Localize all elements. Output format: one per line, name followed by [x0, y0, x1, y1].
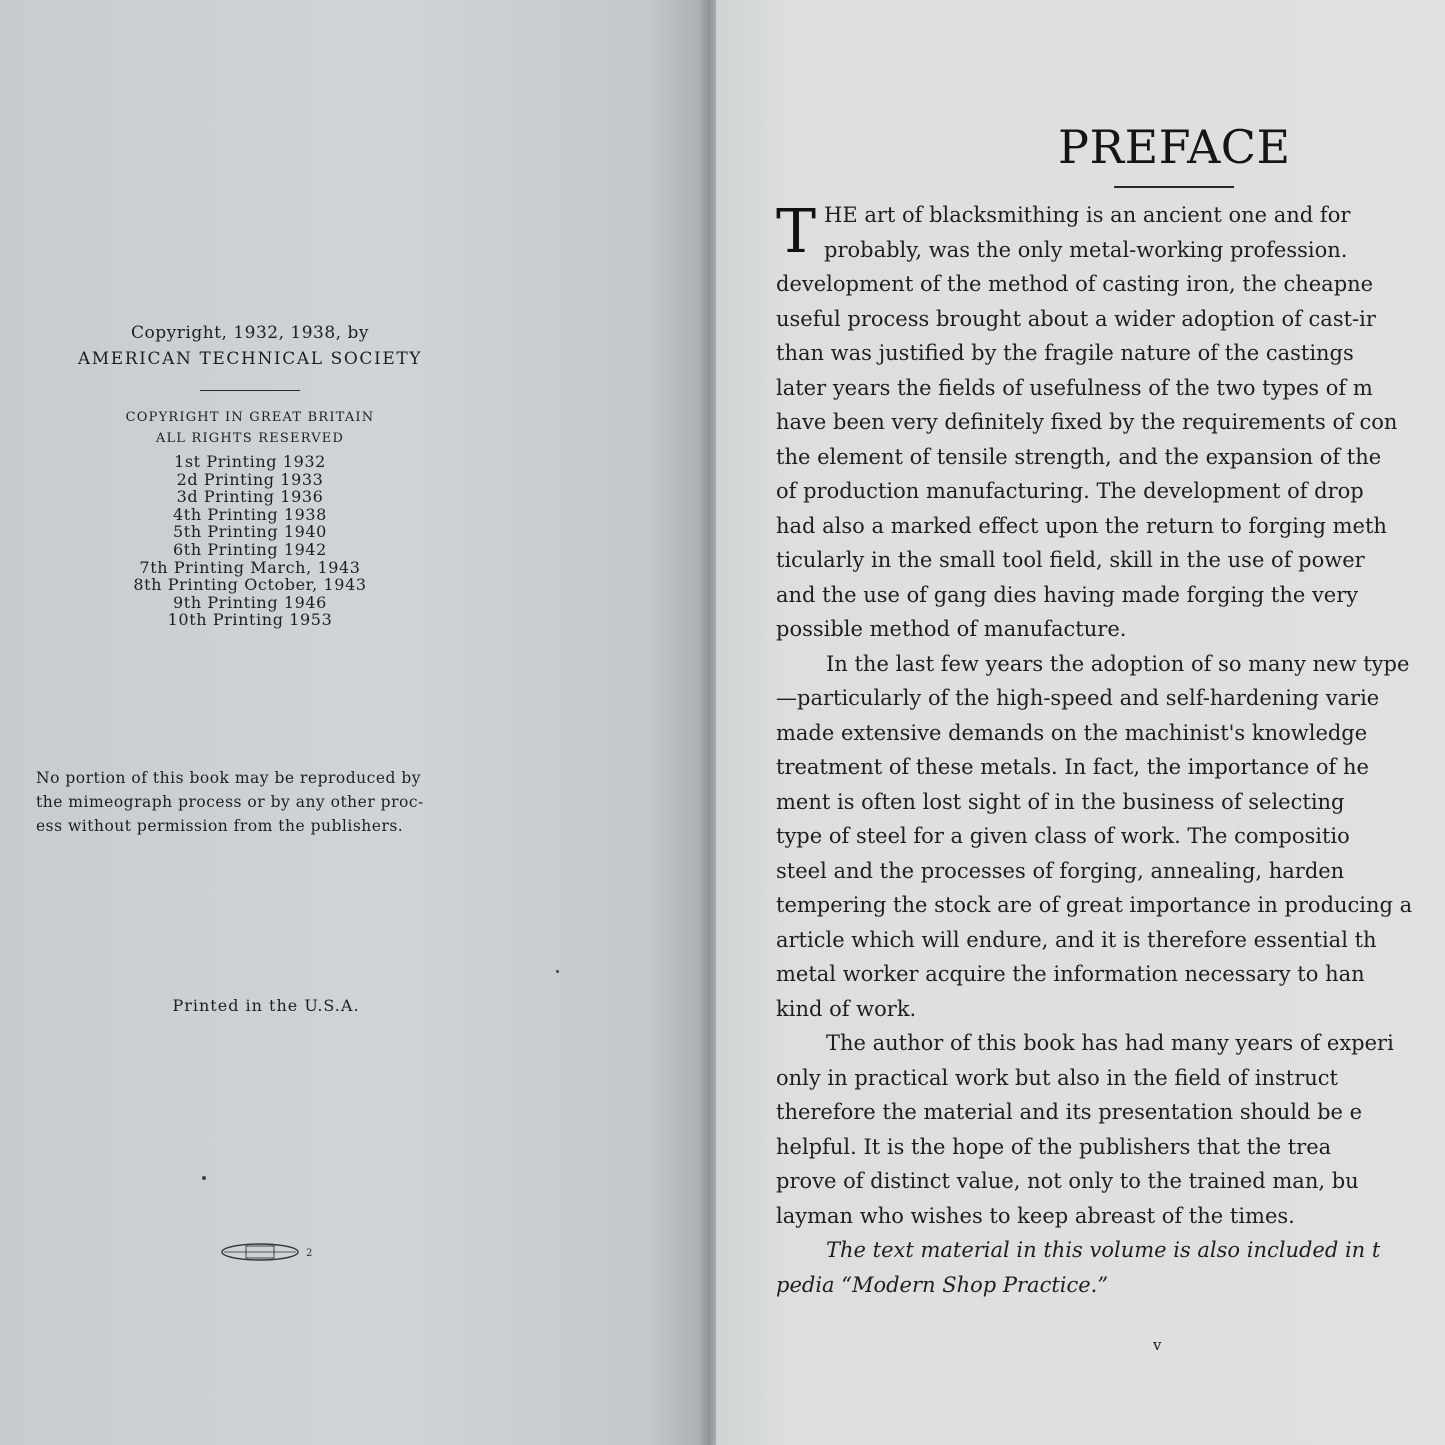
notice-line: the mimeograph process or by any other proc- — [36, 793, 424, 811]
text-line: steel and the processes of forging, annealing, harden — [776, 858, 1345, 883]
text-line: ment is often lost sight of in the business of selecting — [776, 789, 1345, 814]
text-line: useful process brought about a wider adoption of cast-ir — [776, 306, 1376, 331]
printing-entry: 3d Printing 1936 — [176, 487, 324, 507]
text-line: kind of work. — [776, 996, 917, 1021]
printing-entry: 10th Printing 1953 — [167, 610, 333, 630]
printing-entry: 4th Printing 1938 — [173, 504, 327, 524]
text-line: type of steel for a given class of work. The compositio — [776, 824, 1350, 848]
text-line: than was justified by the fragile nature of the castings — [776, 341, 1354, 365]
text-line: later years the fields of usefulness of the two types of m — [776, 375, 1373, 400]
paper-speck — [202, 1176, 206, 1180]
text-line: In the last few years the adoption of so many new type — [826, 651, 1410, 676]
text-line: article which will endure, and it is therefore essential th — [776, 927, 1377, 952]
printing-entry: 8th Printing October, 1943 — [133, 575, 367, 595]
text-line: helpful. It is the hope of the publishers that the trea — [776, 1134, 1332, 1159]
text-line: have been very definitely fixed by the requirements of con — [776, 410, 1398, 434]
text-line: probably, was the only metal-working profession. — [824, 237, 1348, 262]
text-line: tempering the stock are of great importance in producing a — [776, 893, 1413, 917]
text-line: development of the method of casting iron, the cheapne — [776, 272, 1374, 296]
text-line: layman who wishes to keep abreast of the times. — [776, 1203, 1295, 1228]
paragraph-2 — [776, 647, 1445, 1027]
text-line: therefore the material and its presentation should be e — [776, 1100, 1363, 1124]
divider — [200, 390, 300, 391]
copyright-line: Copyright, 1932, 1938, by — [131, 323, 369, 343]
preface-body — [776, 198, 1445, 1302]
printing-entry: 5th Printing 1940 — [173, 522, 327, 542]
text-line: HE art of blacksmithing is an ancient one and for — [824, 203, 1351, 227]
text-line: possible method of manufacture. — [776, 617, 1127, 641]
printing-entry: 2d Printing 1933 — [176, 469, 324, 489]
printing-entry: 1st Printing 1932 — [174, 452, 326, 471]
printing-entry: 6th Printing 1942 — [173, 539, 327, 559]
printing-entry: 9th Printing 1946 — [173, 592, 327, 612]
text-line: only in practical work but also in the field of instruct — [776, 1065, 1338, 1090]
text-line: pedia “Modern Shop Practice.” — [776, 1272, 1109, 1297]
page-number: v — [1153, 1336, 1162, 1354]
text-line: of production manufacturing. The development of drop — [776, 479, 1364, 503]
text-line: —particularly of the high-speed and self-hardening varie — [776, 686, 1380, 710]
rights-reserved: ALL RIGHTS RESERVED — [155, 431, 345, 446]
printing-history — [130, 453, 370, 629]
text-line: prove of distinct value, not only to the trained man, bu — [776, 1169, 1359, 1193]
copyright-britain: COPYRIGHT IN GREAT BRITAIN — [125, 410, 375, 425]
society-name: AMERICAN TECHNICAL SOCIETY — [77, 349, 423, 369]
page-title: PREFACE — [1058, 120, 1291, 174]
text-line: made extensive demands on the machinist's knowledge — [776, 720, 1368, 745]
paragraph-3 — [776, 1026, 1445, 1233]
union-label-mark — [210, 1242, 313, 1262]
text-line: and the use of gang dies having made forging the very — [776, 582, 1359, 607]
text-line: The text material in this volume is also included in t — [826, 1238, 1381, 1262]
paper-speck — [556, 970, 559, 973]
text-line: metal worker acquire the information necessary to han — [776, 962, 1365, 986]
copyright-block — [60, 320, 440, 629]
left-page — [0, 0, 706, 1445]
paragraph-1 — [776, 198, 1445, 647]
svg-text:2: 2 — [306, 1248, 313, 1259]
notice-line: No portion of this book may be reproduced by — [36, 769, 422, 787]
notice-line: ess without permission from the publishers. — [36, 817, 404, 835]
reproduction-notice — [36, 766, 482, 838]
text-line: The author of this book has had many years of experi — [826, 1031, 1394, 1055]
paragraph-4 — [776, 1233, 1445, 1302]
title-divider — [1114, 186, 1234, 188]
text-line: had also a marked effect upon the return to forging meth — [776, 513, 1387, 538]
text-line: treatment of these metals. In fact, the importance of he — [776, 755, 1369, 779]
printed-in-usa: Printed in the U.S.A. — [172, 996, 360, 1015]
printing-entry: 7th Printing March, 1943 — [139, 557, 361, 577]
text-line: ticularly in the small tool field, skill in the use of power — [776, 548, 1365, 572]
drop-cap: T — [776, 197, 817, 267]
text-line: the element of tensile strength, and the expansion of the — [776, 444, 1382, 469]
